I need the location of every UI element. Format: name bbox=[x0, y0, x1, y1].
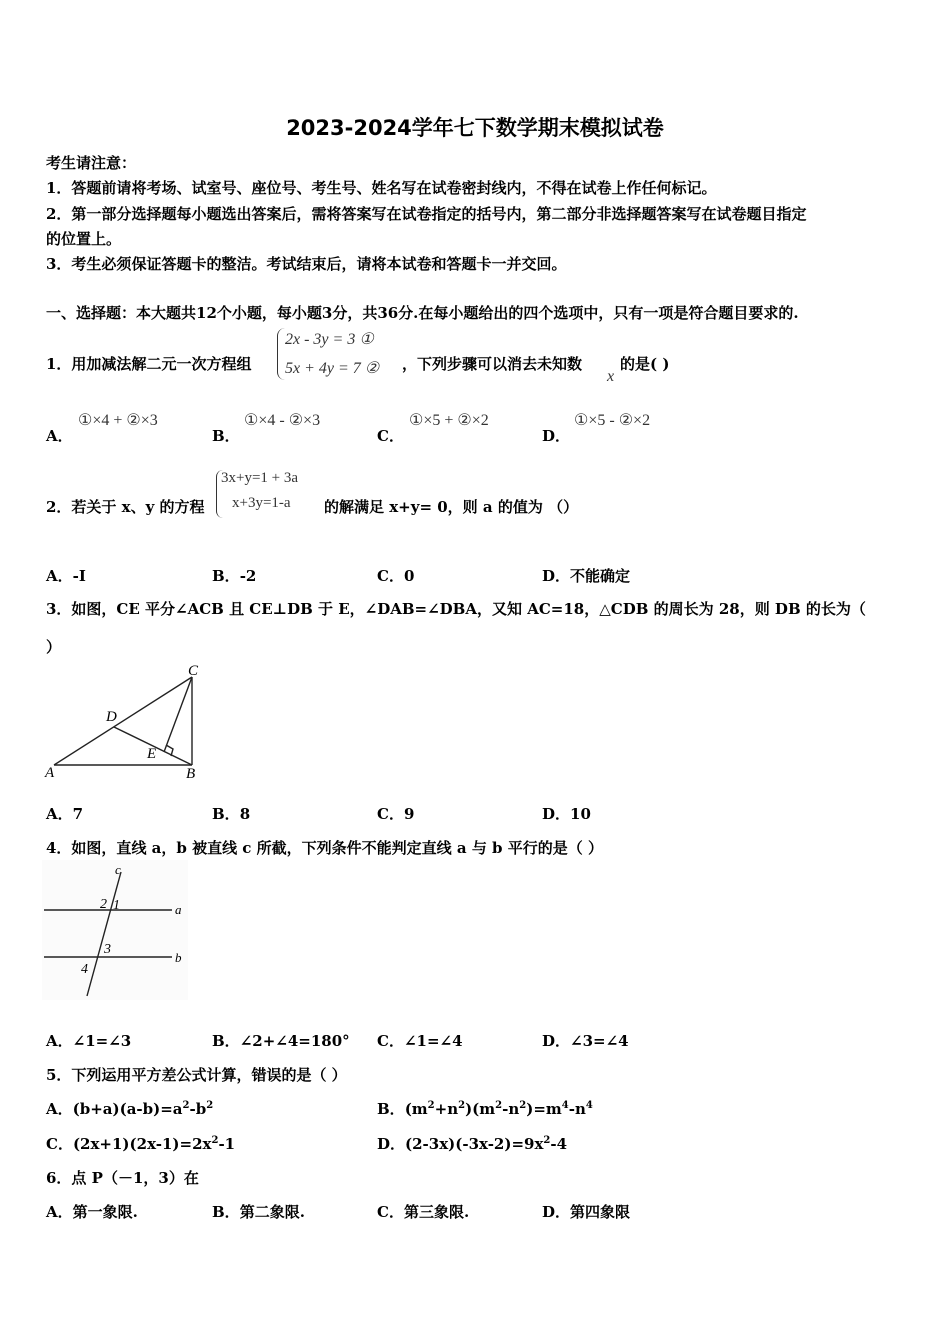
option-label: A． bbox=[46, 1203, 73, 1221]
question-1-prefix: 1．用加减法解二元一次方程组 bbox=[46, 355, 252, 373]
option-label: C． bbox=[377, 1032, 404, 1050]
formula-part: (b+a)(a-b)=a bbox=[72, 1100, 183, 1118]
question-2-suffix: 的解满足 x+y= 0，则 a 的值为 （） bbox=[324, 498, 579, 516]
option-text: 第三象限. bbox=[403, 1203, 470, 1221]
option-a[interactable]: ①×4 + ②×3 bbox=[78, 412, 158, 429]
option-c[interactable] bbox=[377, 1201, 469, 1222]
question-6-text: 6．点 P（－1，3）在 bbox=[46, 1169, 199, 1187]
option-label: A． bbox=[46, 1100, 73, 1118]
exponent: 2 bbox=[519, 1100, 527, 1111]
option-label: A． bbox=[46, 1032, 73, 1050]
equation-1: 2x - 3y = 3 ① bbox=[285, 331, 374, 348]
option-label: B． bbox=[212, 1032, 240, 1050]
triangle-figure bbox=[40, 660, 210, 782]
option-c[interactable] bbox=[46, 1133, 235, 1154]
option-text: 10 bbox=[570, 805, 591, 823]
option-label: D． bbox=[542, 805, 571, 823]
label-b: b bbox=[175, 950, 182, 965]
option-label: B． bbox=[212, 805, 240, 823]
parallel-lines-figure bbox=[42, 860, 188, 1000]
label-d: D bbox=[106, 709, 117, 725]
exponent: 2 bbox=[182, 1100, 190, 1111]
option-text: -I bbox=[72, 567, 86, 585]
option-label: B． bbox=[212, 427, 240, 445]
option-d[interactable]: ①×5 - ②×2 bbox=[574, 412, 651, 429]
option-d[interactable] bbox=[377, 1133, 567, 1154]
option-a[interactable] bbox=[46, 803, 83, 824]
notice-item: 1．答题前请将考场、试室号、座位号、考生号、姓名写在试卷密封线内，不得在试卷上作任何标记。 bbox=[46, 179, 717, 197]
label-e: E bbox=[147, 746, 157, 762]
option-label: A． bbox=[46, 567, 73, 585]
option-text: 8 bbox=[239, 805, 251, 823]
exponent: 2 bbox=[495, 1100, 503, 1111]
option-a[interactable] bbox=[46, 565, 86, 586]
exponent: 4 bbox=[585, 1100, 593, 1111]
formula-part: (m bbox=[404, 1100, 428, 1118]
option-label: B． bbox=[212, 567, 240, 585]
formula-part: -1 bbox=[218, 1135, 236, 1153]
notice-item: 2．第一部分选择题每小题选出答案后，需将答案写在试卷指定的括号内，第二部分非选择题答案写在试卷题目指定 bbox=[46, 205, 807, 223]
exponent: 4 bbox=[561, 1100, 569, 1111]
question-3-text: 3．如图，CE 平分∠ACB 且 CE⊥DB 于 E，∠DAB=∠DBA，又知 AC=18，△CDB 的周长为 28，则 DB 的长为（ bbox=[46, 600, 866, 618]
option-c[interactable] bbox=[377, 1030, 463, 1051]
equation-1: 3x+y=1 + 3a bbox=[221, 470, 299, 486]
label-a: A bbox=[45, 765, 55, 781]
option-c[interactable] bbox=[377, 565, 414, 586]
option-label: B． bbox=[377, 1100, 405, 1118]
exponent: 2 bbox=[206, 1100, 214, 1111]
option-text: -2 bbox=[239, 567, 257, 585]
option-text: 0 bbox=[403, 567, 415, 585]
option-text: ∠3=∠4 bbox=[570, 1032, 629, 1050]
option-text: 不能确定 bbox=[570, 567, 631, 585]
option-b[interactable] bbox=[212, 565, 256, 586]
question-1-suffix: ，下列步骤可以消去未知数 bbox=[402, 355, 583, 373]
option-label: D． bbox=[542, 427, 571, 445]
option-text: 第二象限. bbox=[239, 1203, 305, 1221]
formula-part: -b bbox=[189, 1100, 207, 1118]
option-c[interactable]: ①×5 + ②×2 bbox=[409, 412, 489, 429]
option-a[interactable] bbox=[46, 1201, 138, 1222]
option-text: ∠1=∠4 bbox=[403, 1032, 463, 1050]
option-text: ∠2+∠4=180° bbox=[239, 1032, 350, 1050]
option-label: B． bbox=[212, 1203, 240, 1221]
exponent: 2 bbox=[458, 1100, 466, 1111]
page-title: 2023-2024学年七下数学期末模拟试卷 bbox=[286, 116, 664, 140]
option-b[interactable]: ①×4 - ②×3 bbox=[244, 412, 321, 429]
label-a: a bbox=[175, 902, 182, 917]
option-d[interactable] bbox=[542, 1030, 629, 1051]
question-2-prefix: 2．若关于 x、y 的方程 bbox=[46, 498, 205, 516]
option-label: C． bbox=[46, 1135, 73, 1153]
exponent: 2 bbox=[427, 1100, 435, 1111]
option-label: D． bbox=[542, 1032, 571, 1050]
formula-part: )(m bbox=[465, 1100, 496, 1118]
option-a[interactable] bbox=[46, 1030, 131, 1051]
section-heading: 一、选择题：本大题共12个小题，每小题3分，共36分.在每小题给出的四个选项中，只有一项是符合题目要求的. bbox=[46, 304, 799, 322]
formula-part: -4 bbox=[550, 1135, 568, 1153]
option-text: 第一象限. bbox=[72, 1203, 138, 1221]
question-5-text: 5．下列运用平方差公式计算，错误的是（ ） bbox=[46, 1066, 347, 1084]
formula-part: -n bbox=[502, 1100, 520, 1118]
segment-ac bbox=[54, 677, 192, 765]
formula-part: +n bbox=[434, 1100, 459, 1118]
question-3-text-cont: ） bbox=[46, 638, 62, 656]
angle-4-label: 4 bbox=[81, 962, 88, 977]
angle-1-label: 1 bbox=[113, 898, 120, 913]
option-label: A． bbox=[46, 805, 73, 823]
label-c: c bbox=[115, 862, 121, 877]
option-label: D． bbox=[542, 1203, 571, 1221]
label-b: B bbox=[186, 766, 196, 782]
notice-item: 3．考生必须保证答题卡的整洁。考试结束后，请将本试卷和答题卡一并交回。 bbox=[46, 255, 567, 273]
option-label: C． bbox=[377, 427, 404, 445]
option-d[interactable] bbox=[542, 1201, 630, 1222]
option-b[interactable] bbox=[212, 1201, 305, 1222]
option-b[interactable] bbox=[212, 803, 250, 824]
question-1-end: 的是( ) bbox=[620, 355, 670, 373]
formula-part: -n bbox=[568, 1100, 586, 1118]
question-4-text: 4．如图，直线 a，b 被直线 c 所截，下列条件不能判定直线 a 与 b 平行的是（ ） bbox=[46, 839, 603, 857]
option-b[interactable] bbox=[212, 1030, 350, 1051]
angle-2-label: 2 bbox=[100, 897, 107, 912]
segment-ce bbox=[164, 677, 192, 752]
option-label: D． bbox=[377, 1135, 406, 1153]
option-c[interactable] bbox=[377, 803, 414, 824]
option-a[interactable] bbox=[46, 1098, 213, 1119]
exponent: 2 bbox=[543, 1135, 551, 1146]
formula-part: )=m bbox=[526, 1100, 562, 1118]
option-label: D． bbox=[542, 567, 571, 585]
formula-part: (2x+1)(2x-1)=2x bbox=[72, 1135, 212, 1153]
equation-2: 5x + 4y = 7 ② bbox=[285, 360, 380, 377]
exponent: 2 bbox=[211, 1135, 219, 1146]
option-label: A． bbox=[46, 427, 73, 445]
option-text: 第四象限 bbox=[570, 1203, 631, 1221]
option-text: ∠1=∠3 bbox=[72, 1032, 132, 1050]
notice-heading: 考生请注意： bbox=[46, 154, 137, 172]
option-label: C． bbox=[377, 567, 404, 585]
label-c: C bbox=[188, 663, 199, 679]
formula-part: (2-3x)(-3x-2)=9x bbox=[405, 1135, 544, 1153]
variable-x: x bbox=[607, 368, 615, 385]
angle-3-label: 3 bbox=[104, 942, 111, 957]
option-text: 9 bbox=[403, 805, 415, 823]
option-label: C． bbox=[377, 1203, 404, 1221]
option-label: C． bbox=[377, 805, 404, 823]
option-b[interactable] bbox=[377, 1098, 593, 1119]
option-d[interactable] bbox=[542, 565, 630, 586]
notice-item: 的位置上。 bbox=[46, 230, 122, 248]
option-text: 7 bbox=[72, 805, 84, 823]
option-d[interactable] bbox=[542, 803, 591, 824]
figure-background bbox=[42, 860, 188, 1000]
equation-2: x+3y=1-a bbox=[232, 495, 291, 511]
